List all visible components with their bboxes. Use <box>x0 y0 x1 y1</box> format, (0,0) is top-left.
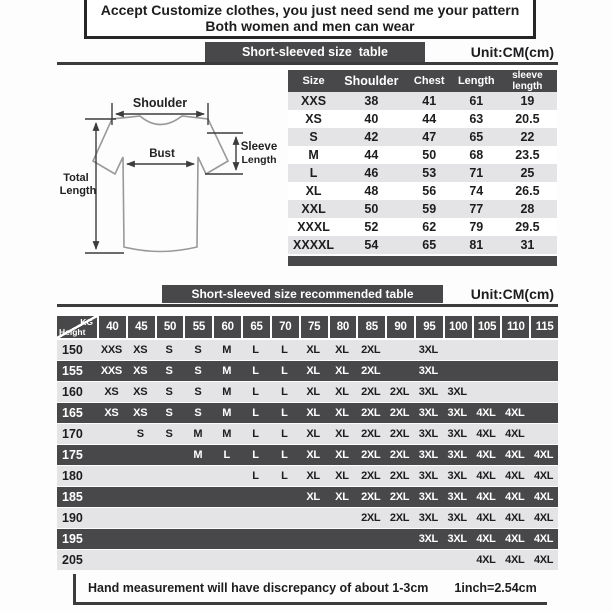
recommended-size-cell: 3XL <box>447 386 467 398</box>
recommended-size-cell: 2XL <box>361 512 381 524</box>
recommended-size-cell: L <box>252 449 259 461</box>
unit-label-2: Unit:CM(cm) <box>470 286 554 302</box>
sleeve-length-label-line2: Length <box>241 154 277 166</box>
size-name-cell: XS <box>305 112 322 126</box>
recommended-size-cell: XL <box>306 365 320 377</box>
size-table-title: Short-sleeved size table <box>205 42 425 62</box>
size-table-row <box>288 128 557 146</box>
matrix-row <box>57 403 558 423</box>
recommended-size-cell: 4XL <box>476 512 496 524</box>
measurement-value-cell: 65 <box>469 130 484 144</box>
measurement-value-cell: 46 <box>364 166 379 180</box>
measurement-value-cell: 63 <box>469 112 484 126</box>
recommended-size-cell: M <box>222 407 232 419</box>
size-table-container <box>288 70 557 266</box>
matrix-row <box>57 550 558 570</box>
height-value-cell: 205 <box>62 553 83 567</box>
recommended-size-cell: S <box>194 344 202 356</box>
height-value-cell: 185 <box>62 490 83 504</box>
matrix-row <box>57 445 558 465</box>
recommended-size-cell: 4XL <box>476 470 496 482</box>
recommended-size-cell: S <box>165 407 173 419</box>
recommended-size-cell: 3XL <box>418 449 438 461</box>
recommended-size-cell: XL <box>306 407 320 419</box>
recommended-size-cell: 2XL <box>389 386 410 398</box>
size-table-row <box>288 182 557 200</box>
recommended-size-cell: 3XL <box>447 428 467 440</box>
measurement-value-cell: 29.5 <box>515 220 540 234</box>
weight-header-cell: 85 <box>358 316 385 338</box>
matrix-body <box>57 340 558 570</box>
recommended-size-cell: S <box>194 386 202 398</box>
recommended-size-cell: M <box>222 365 232 377</box>
height-value-cell: 155 <box>62 364 83 378</box>
recommended-size-cell: 3XL <box>418 407 438 419</box>
weight-header-cell: 115 <box>531 316 558 338</box>
measurement-value-cell: 59 <box>422 202 437 216</box>
matrix-row <box>57 466 558 486</box>
recommended-size-cell: 2XL <box>389 512 410 524</box>
recommended-size-cell: 3XL <box>447 407 467 419</box>
recommended-size-cell: 4XL <box>505 512 525 524</box>
measurement-value-cell: 40 <box>364 112 379 126</box>
recommended-size-cell: L <box>252 386 259 398</box>
recommended-size-cell: 4XL <box>476 554 496 566</box>
recommended-size-cell: S <box>165 365 173 377</box>
weight-header-cell: 105 <box>474 316 501 338</box>
size-table-col-header: Size <box>288 70 339 92</box>
measurement-value-cell: 22 <box>520 130 535 144</box>
height-value-cell: 180 <box>62 469 83 483</box>
recommended-size-cell: S <box>165 428 173 440</box>
recommended-size-cell: XL <box>335 344 349 356</box>
measurement-value-cell: 28 <box>520 202 535 216</box>
recommended-size-cell: L <box>281 470 288 482</box>
size-name-cell: M <box>308 148 319 162</box>
total-length-label-line2: Length <box>59 185 97 197</box>
measurement-value-cell: 38 <box>364 94 379 108</box>
recommended-size-cell: XL <box>335 449 349 461</box>
measurement-value-cell: 54 <box>364 238 379 252</box>
size-table-row <box>288 218 557 236</box>
measurement-value-cell: 31 <box>520 238 535 252</box>
height-value-cell: 195 <box>62 532 83 546</box>
measurement-value-cell: 61 <box>469 94 484 108</box>
height-corner-label: Height <box>59 327 86 337</box>
recommended-size-cell: M <box>222 344 232 356</box>
weight-header-cell: 55 <box>185 316 212 338</box>
recommended-size-cell: M <box>222 428 232 440</box>
measurement-value-cell: 20.5 <box>515 112 540 126</box>
recommended-size-cell: 2XL <box>361 365 381 377</box>
banner-line2: Both women and men can wear <box>205 18 415 34</box>
size-name-cell: XXS <box>301 94 327 108</box>
recommended-size-cell: 2XL <box>389 407 410 419</box>
weight-header-cell: 45 <box>128 316 155 338</box>
measurement-note: Hand measurement will have discrepancy of about 1-3cm <box>88 581 429 595</box>
size-name-cell: XXL <box>301 202 326 216</box>
recommended-size-cell: L <box>281 449 288 461</box>
size-name-cell: S <box>309 130 318 144</box>
recommended-size-cell: XS <box>133 386 148 398</box>
recommended-size-cell: 4XL <box>476 533 496 545</box>
recommended-size-cell: 4XL <box>476 407 496 419</box>
recommended-size-cell: 3XL <box>418 365 438 377</box>
recommended-size-cell: 2XL <box>361 386 381 398</box>
height-value-cell: 170 <box>62 427 83 441</box>
recommended-size-cell: 4XL <box>476 491 496 503</box>
size-name-cell: XL <box>305 184 322 198</box>
weight-header-cell: 110 <box>502 316 529 338</box>
measurement-value-cell: 25 <box>520 166 535 180</box>
inch-conversion-note: 1inch=2.54cm <box>454 581 537 595</box>
recommended-size-cell: 3XL <box>447 533 467 545</box>
recommended-size-cell: XS <box>133 407 148 419</box>
recommended-size-cell: L <box>281 386 288 398</box>
recommended-size-cell: XL <box>306 470 320 482</box>
recommended-size-cell: XS <box>104 407 119 419</box>
measurement-value-cell: 77 <box>469 202 484 216</box>
matrix-row <box>57 487 558 507</box>
size-table-bottom-bar <box>288 256 557 266</box>
recommended-size-cell: L <box>281 365 288 377</box>
size-table-col-header: Length <box>455 70 498 92</box>
weight-header-cell: 100 <box>445 316 472 338</box>
recommended-size-cell: M <box>193 428 203 440</box>
recommended-size-cell: 2XL <box>361 428 381 440</box>
matrix-header-row <box>57 316 558 338</box>
recommended-size-cell: 3XL <box>418 470 438 482</box>
recommended-size-cell: 4XL <box>505 428 525 440</box>
weight-header-cell: 65 <box>243 316 270 338</box>
weight-header-cell: 90 <box>387 316 414 338</box>
recommended-size-cell: XL <box>306 344 320 356</box>
size-table-row <box>288 92 557 110</box>
matrix-row <box>57 382 558 402</box>
measurement-value-cell: 44 <box>364 148 379 162</box>
measurement-value-cell: 81 <box>469 238 484 252</box>
measurement-value-cell: 50 <box>364 202 379 216</box>
size-table-col-header: sleeve length <box>498 70 557 92</box>
matrix-row <box>57 361 558 381</box>
size-name-cell: XXXXL <box>293 238 335 252</box>
measurement-value-cell: 19 <box>520 94 535 108</box>
shoulder-label: Shoulder <box>132 96 188 110</box>
recommended-size-cell: L <box>252 344 259 356</box>
recommended-size-cell: XL <box>335 428 349 440</box>
weight-header-cell: 70 <box>272 316 299 338</box>
size-name-cell: L <box>309 166 318 180</box>
recommended-size-cell: 2XL <box>389 428 410 440</box>
height-value-cell: 150 <box>62 343 83 357</box>
recommended-size-cell: 4XL <box>533 491 554 503</box>
recommended-size-cell: XL <box>335 386 349 398</box>
recommended-size-cell: 3XL <box>418 428 438 440</box>
size-table-row <box>288 200 557 218</box>
recommended-size-cell: 3XL <box>447 449 467 461</box>
recommended-size-cell: L <box>252 428 259 440</box>
matrix-row <box>57 529 558 549</box>
recommended-size-cell: 2XL <box>361 344 381 356</box>
size-table-row <box>288 110 557 128</box>
recommended-size-cell: XL <box>335 491 349 503</box>
recommended-size-cell: S <box>165 386 173 398</box>
footer-note-box <box>73 574 547 605</box>
measurement-value-cell: 52 <box>364 220 379 234</box>
recommended-size-cell: XL <box>306 449 320 461</box>
recommended-size-cell: XL <box>335 470 349 482</box>
recommended-size-cell: XL <box>306 386 320 398</box>
recommended-size-cell: 3XL <box>418 344 438 356</box>
recommended-size-cell: XS <box>133 344 148 356</box>
measurement-value-cell: 71 <box>469 166 484 180</box>
recommended-size-cell: XL <box>335 407 349 419</box>
weight-header-cell: 80 <box>330 316 357 338</box>
height-value-cell: 160 <box>62 385 83 399</box>
size-table-row <box>288 164 557 182</box>
recommended-size-cell: 2XL <box>389 449 410 461</box>
measurement-value-cell: 53 <box>422 166 437 180</box>
measurement-value-cell: 50 <box>422 148 437 162</box>
kg-corner-label: KG <box>80 317 93 327</box>
recommended-size-cell: L <box>252 365 259 377</box>
height-value-cell: 175 <box>62 448 83 462</box>
weight-header-cell: 40 <box>99 316 126 338</box>
recommended-size-cell: 3XL <box>418 491 438 503</box>
measurement-value-cell: 56 <box>422 184 437 198</box>
recommended-size-cell: 4XL <box>533 449 554 461</box>
size-table-col-header: Chest <box>404 70 455 92</box>
recommended-size-cell: 4XL <box>505 554 525 566</box>
recommended-size-cell: S <box>194 407 202 419</box>
weight-header-cell: 95 <box>416 316 443 338</box>
size-recommendation-matrix <box>57 316 558 571</box>
weight-header-cell: 75 <box>301 316 328 338</box>
size-table-row <box>288 236 557 254</box>
recommended-size-cell: 3XL <box>418 533 438 545</box>
measurement-value-cell: 41 <box>422 94 437 108</box>
recommended-size-cell: L <box>281 407 288 419</box>
measurement-value-cell: 68 <box>469 148 484 162</box>
height-value-cell: 165 <box>62 406 83 420</box>
size-table-row <box>288 146 557 164</box>
recommended-size-cell: M <box>193 449 203 461</box>
measurement-value-cell: 48 <box>364 184 379 198</box>
banner-line1: Accept Customize clothes, you just need send me your pattern <box>100 2 520 18</box>
measurement-value-cell: 74 <box>469 184 484 198</box>
weight-header-cell: 60 <box>214 316 241 338</box>
recommended-table-title: Short-sleeved size recommended table <box>162 285 443 303</box>
recommended-size-cell: 2XL <box>389 470 410 482</box>
recommended-size-cell: 3XL <box>447 491 467 503</box>
matrix-row <box>57 508 558 528</box>
recommended-size-cell: L <box>281 428 288 440</box>
kg-height-corner-cell <box>57 316 97 338</box>
recommended-size-cell: 4XL <box>505 470 525 482</box>
recommended-size-cell: XS <box>133 365 148 377</box>
recommended-size-cell: 2XL <box>389 491 410 503</box>
recommended-size-cell: L <box>252 407 259 419</box>
tshirt-measurement-diagram <box>52 73 290 281</box>
recommended-size-cell: 4XL <box>533 533 554 545</box>
header-banner <box>84 0 536 39</box>
recommended-size-cell: XXS <box>100 365 122 377</box>
recommended-size-cell: S <box>194 365 202 377</box>
recommended-size-cell: 4XL <box>505 449 525 461</box>
recommended-size-cell: M <box>222 386 232 398</box>
recommended-size-cell: L <box>281 344 288 356</box>
recommended-size-cell: 2XL <box>361 407 381 419</box>
recommended-size-cell: 4XL <box>476 449 496 461</box>
bust-label: Bust <box>149 148 175 160</box>
total-length-label-line1: Total <box>63 172 89 184</box>
matrix-row <box>57 424 558 444</box>
height-value-cell: 190 <box>62 511 83 525</box>
recommended-size-cell: 4XL <box>505 407 525 419</box>
measurement-value-cell: 26.5 <box>515 184 540 198</box>
recommended-size-cell: XXS <box>100 344 122 356</box>
recommended-size-cell: XL <box>306 491 320 503</box>
size-table <box>288 70 557 254</box>
recommended-size-cell: 3XL <box>447 512 467 524</box>
recommended-size-cell: 2XL <box>361 491 381 503</box>
unit-label-1: Unit:CM(cm) <box>470 44 554 60</box>
recommended-size-cell: 4XL <box>533 554 554 566</box>
recommended-size-cell: 2XL <box>361 449 381 461</box>
matrix-row <box>57 340 558 360</box>
recommended-size-cell: 4XL <box>505 533 525 545</box>
measurement-value-cell: 42 <box>364 130 379 144</box>
recommended-size-cell: 4XL <box>533 512 554 524</box>
tshirt-outline-shape <box>93 116 228 252</box>
size-name-cell: XXXL <box>297 220 330 234</box>
recommended-size-cell: XL <box>306 428 320 440</box>
recommended-size-cell: L <box>223 449 230 461</box>
recommended-size-cell: 3XL <box>447 470 467 482</box>
recommended-size-cell: 2XL <box>361 470 381 482</box>
recommended-size-cell: XS <box>104 386 119 398</box>
measurement-value-cell: 62 <box>422 220 437 234</box>
measurement-value-cell: 65 <box>422 238 437 252</box>
measurement-value-cell: 47 <box>422 130 437 144</box>
divider-line-2 <box>57 304 558 307</box>
measurement-value-cell: 44 <box>422 112 437 126</box>
size-table-col-header: Shoulder <box>339 70 404 92</box>
sleeve-length-label-line1: Sleeve <box>240 141 278 153</box>
recommended-size-cell: S <box>136 428 144 440</box>
size-table-header-row <box>288 70 557 92</box>
recommended-size-cell: 3XL <box>418 512 438 524</box>
weight-header-cell: 50 <box>157 316 184 338</box>
recommended-size-cell: 4XL <box>533 470 554 482</box>
recommended-size-cell: L <box>252 470 259 482</box>
divider-line-1 <box>57 62 558 65</box>
measurement-value-cell: 79 <box>469 220 484 234</box>
recommended-size-cell: 4XL <box>505 491 525 503</box>
recommended-size-cell: 4XL <box>476 428 496 440</box>
recommended-size-cell: S <box>165 344 173 356</box>
recommended-size-cell: XL <box>335 365 349 377</box>
recommended-size-cell: 3XL <box>418 386 438 398</box>
measurement-value-cell: 23.5 <box>515 148 540 162</box>
